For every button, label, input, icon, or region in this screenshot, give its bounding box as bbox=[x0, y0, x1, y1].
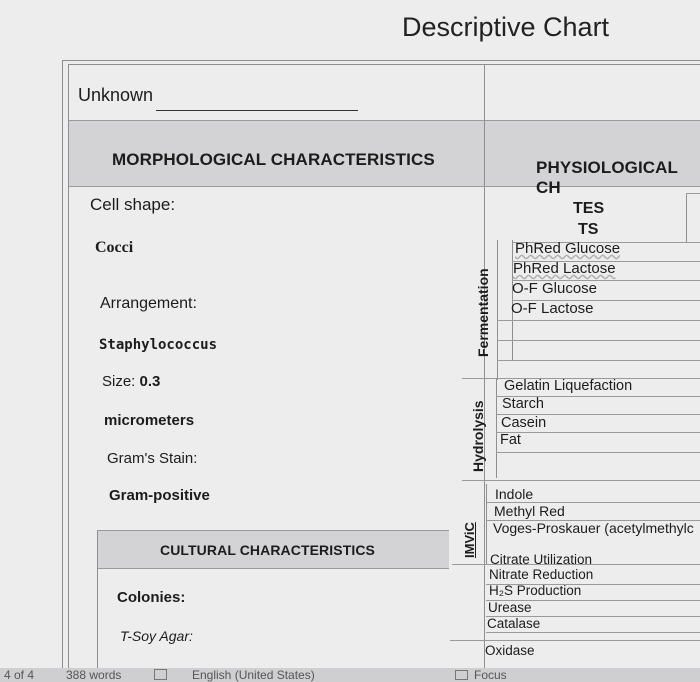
language-label[interactable]: English (United States) bbox=[192, 668, 315, 682]
hydrolysis-label: Hydrolysis bbox=[470, 400, 486, 472]
hydrolysis-test-gelatin: Gelatin Liquefaction bbox=[504, 378, 633, 394]
focus-icon[interactable] bbox=[455, 670, 468, 680]
imvic-test-voges-proskauer: Voges-Proskauer (acetylmethylc bbox=[493, 520, 694, 536]
test-oxidase: Oxidase bbox=[485, 643, 535, 658]
size-label: Size: bbox=[102, 373, 136, 390]
ts-label: TS bbox=[578, 221, 599, 238]
word-count[interactable]: 388 words bbox=[66, 668, 122, 682]
page-count[interactable]: 4 of 4 bbox=[4, 668, 35, 682]
focus-label[interactable]: Focus bbox=[474, 668, 507, 682]
gram-stain-value: Gram-positive bbox=[109, 487, 210, 504]
proofing-icon[interactable] bbox=[154, 669, 167, 680]
page-title: Descriptive Chart bbox=[402, 12, 610, 42]
hydrolysis-test-casein: Casein bbox=[501, 415, 547, 431]
tsoy-agar-label: T-Soy Agar: bbox=[120, 628, 193, 644]
tes-label: TES bbox=[573, 200, 605, 217]
size-row bbox=[102, 373, 160, 390]
physiological-header: PHYSIOLOGICAL CH bbox=[536, 158, 678, 197]
test-h2s-production: H₂S Production bbox=[489, 583, 582, 598]
imvic-test-methyl-red: Methyl Red bbox=[494, 503, 565, 519]
imvic-label: IMViC bbox=[462, 522, 477, 558]
test-catalase: Catalase bbox=[487, 616, 541, 631]
unknown-input-line[interactable] bbox=[156, 110, 358, 111]
test-nitrate-reduction: Nitrate Reduction bbox=[489, 567, 594, 582]
colonies-label: Colonies: bbox=[117, 589, 186, 606]
size-unit: micrometers bbox=[104, 412, 195, 429]
hydrolysis-test-fat: Fat bbox=[500, 432, 521, 448]
fermentation-label: Fermentation bbox=[475, 268, 491, 357]
imvic-test-indole: Indole bbox=[495, 486, 534, 502]
test-urease: Urease bbox=[488, 600, 532, 615]
unknown-label: Unknown bbox=[78, 85, 154, 105]
arrangement-value: Staphylococcus bbox=[99, 337, 218, 353]
cell-shape-label: Cell shape: bbox=[90, 195, 176, 214]
hydrolysis-test-starch: Starch bbox=[502, 396, 544, 412]
morphological-header: MORPHOLOGICAL CHARACTERISTICS bbox=[112, 150, 435, 169]
fermentation-test-of-lactose: O-F Lactose bbox=[511, 300, 594, 317]
fermentation-test-phred-glucose: PhRed Glucose bbox=[515, 240, 621, 257]
size-value: 0.3 bbox=[139, 373, 161, 390]
fermentation-test-phred-lactose: PhRed Lactose bbox=[513, 260, 616, 277]
arrangement-label: Arrangement: bbox=[100, 295, 197, 312]
test-citrate-utilization: Citrate Utilization bbox=[490, 552, 593, 567]
cultural-header: CULTURAL CHARACTERISTICS bbox=[160, 542, 375, 558]
fermentation-test-of-glucose: O-F Glucose bbox=[512, 280, 598, 297]
cell-shape-value: Cocci bbox=[95, 239, 134, 256]
gram-stain-label: Gram's Stain: bbox=[107, 450, 198, 467]
status-bar bbox=[0, 668, 700, 682]
